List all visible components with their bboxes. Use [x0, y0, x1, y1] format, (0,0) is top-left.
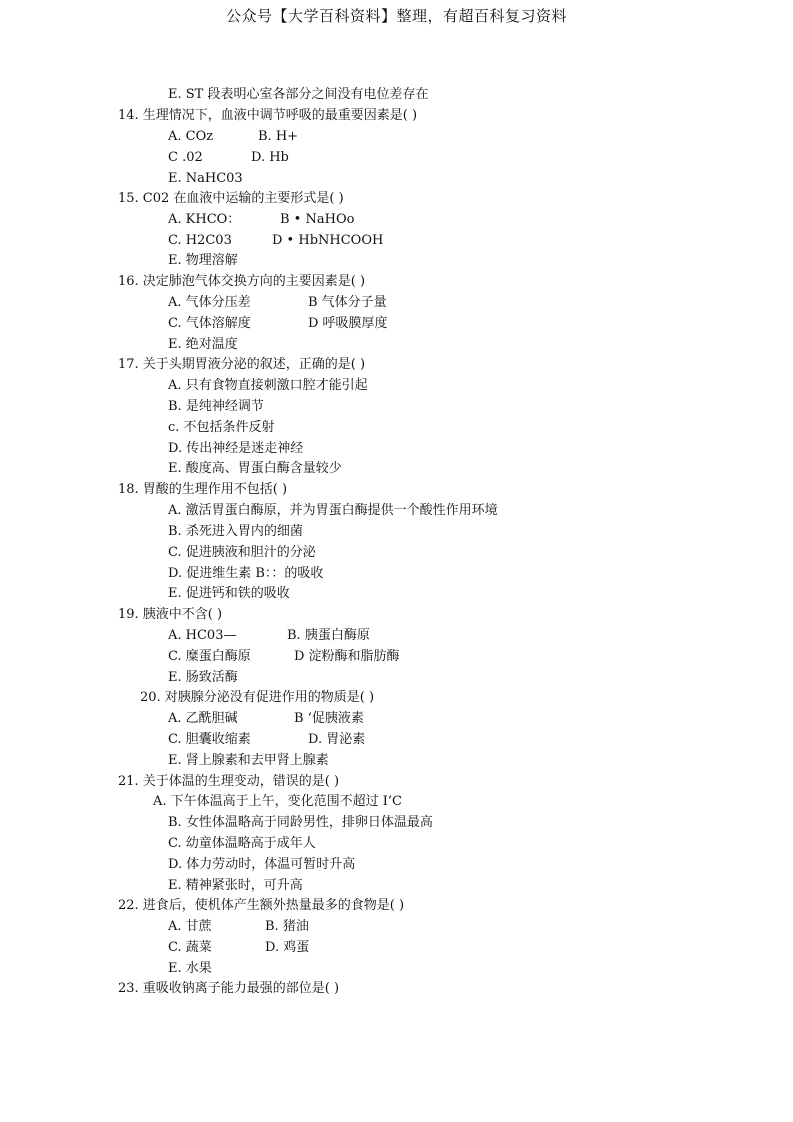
option-text: E. ST 段表明心室各部分之间没有电位差存在	[168, 87, 429, 102]
option-b: B. 胰蛋白酶原	[287, 628, 370, 643]
option-a: A. 乙酰胆碱	[168, 711, 238, 726]
option-d: D. Hb	[251, 150, 289, 165]
option-c: C. 幼童体温略高于成年人	[168, 836, 316, 851]
question-14: 14. 生理情况下，血液中调节呼吸的最重要因素是( )	[118, 108, 418, 123]
option-e: E. 精神紧张时，可升高	[168, 878, 303, 893]
option-a: A. 激活胃蛋白酶原，并为胃蛋白酶提供一个酸性作用环境	[168, 503, 498, 518]
option-e: E. 酸度高、胃蛋白酶含量较少	[168, 461, 342, 476]
question-17: 17. 关于头期胃液分泌的叙述，正确的是( )	[118, 357, 366, 372]
question-20: 20. 对胰腺分泌没有促进作用的物质是( )	[140, 690, 375, 705]
option-c: C. 蔬菜	[168, 940, 212, 955]
option-b: B 气体分子量	[308, 295, 387, 310]
question-21: 21. 关于体温的生理变动，错误的是( )	[118, 774, 340, 789]
option-b: B. 女性体温略高于同龄男性，排卵日体温最高	[168, 815, 433, 830]
option-d: D. 鸡蛋	[265, 940, 310, 955]
option-b: B. 杀死进入胃内的细菌	[168, 524, 303, 539]
option-d: D. 促进维生素 B：：的吸收	[168, 566, 324, 581]
page-header: 公众号【大学百科资料】整理，有超百科复习资料	[225, 7, 567, 25]
option-c: C. 促进胰液和胆汁的分泌	[168, 545, 316, 560]
option-c: C. 胆囊收缩素	[168, 732, 251, 747]
option-d: D 淀粉酶和脂肪酶	[294, 649, 400, 664]
option-b: B. H+	[258, 129, 299, 144]
option-b: B. 猪油	[265, 919, 309, 934]
option-e: E. 绝对温度	[168, 337, 238, 352]
option-e: E. 促进钙和铁的吸收	[168, 586, 290, 601]
option-b: B • NaHOo	[280, 212, 355, 227]
option-d: D. 体力劳动时，体温可暂时升高	[168, 857, 356, 872]
option-c: c. 不包括条件反射	[168, 420, 275, 435]
option-d: D • HbNHCOOH	[272, 233, 384, 248]
option-d: D 呼吸膜厚度	[308, 316, 388, 331]
option-a: A. HC03—	[168, 628, 237, 643]
option-c: C. H2C03	[168, 233, 232, 248]
question-18: 18. 胃酸的生理作用不包括( )	[118, 482, 288, 497]
option-c: C. 糜蛋白酶原	[168, 649, 251, 664]
option-b: B. 是纯神经调节	[168, 399, 264, 414]
option-a: A. 只有食物直接刺激口腔才能引起	[168, 378, 368, 393]
option-c: C .02	[168, 150, 203, 165]
option-c: C. 气体溶解度	[168, 316, 251, 331]
question-16: 16. 决定肺泡气体交换方向的主要因素是( )	[118, 274, 366, 289]
question-19: 19. 胰液中不含( )	[118, 607, 223, 622]
option-a: A. 甘蔗	[168, 919, 212, 934]
option-d: D. 胃泌素	[308, 732, 366, 747]
option-a: A. COz	[168, 129, 214, 144]
option-e: E. 水果	[168, 961, 212, 976]
question-22: 22. 进食后，使机体产生额外热量最多的食物是( )	[118, 898, 405, 913]
question-23: 23. 重吸收钠离子能力最强的部位是( )	[118, 981, 340, 996]
option-b: B ‘促胰液素	[294, 711, 364, 726]
option-a: A. 气体分压差	[168, 295, 251, 310]
option-e: E. 物理溶解	[168, 253, 238, 268]
option-a: A. 下午体温高于上午，变化范围不超过 I’C	[153, 794, 402, 809]
option-e: E. NaHC03	[168, 171, 243, 186]
option-e: E. 肠致活酶	[168, 670, 238, 685]
option-e: E. 肾上腺素和去甲肾上腺素	[168, 753, 329, 768]
option-d: D. 传出神经是迷走神经	[168, 441, 304, 456]
question-15: 15. C02 在血液中运输的主要形式是( )	[118, 191, 344, 206]
option-a: A. KHCO：	[168, 212, 241, 227]
